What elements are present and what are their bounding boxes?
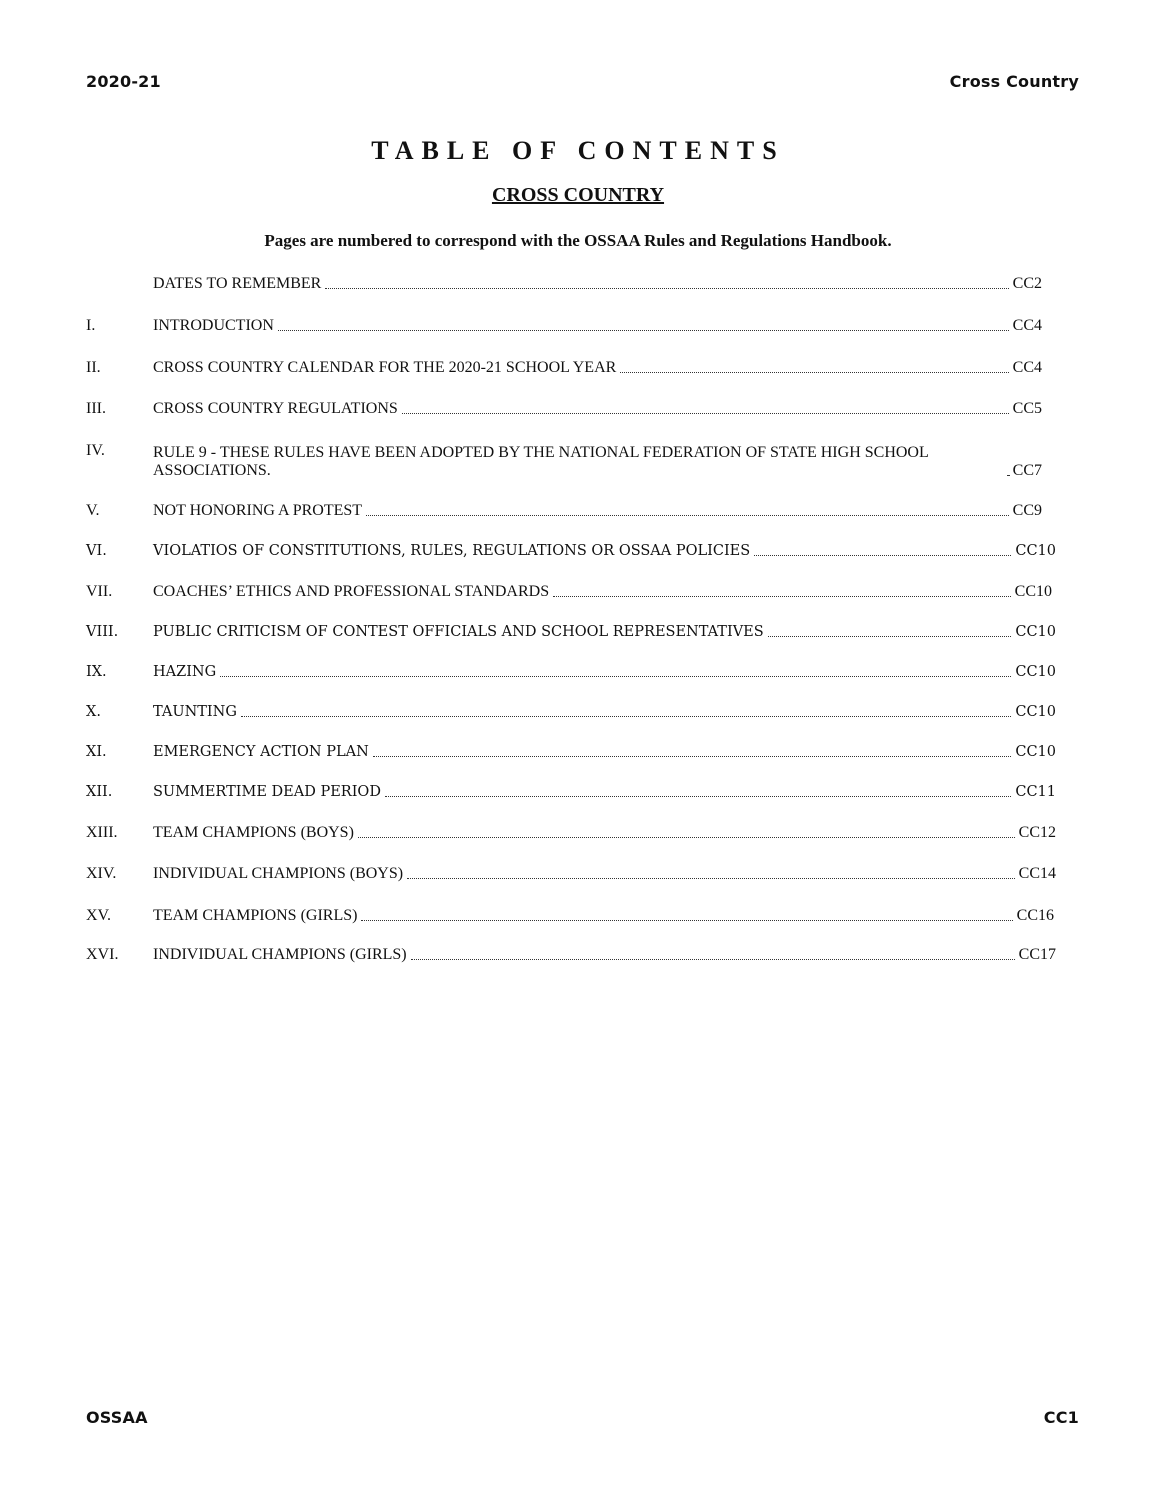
toc-title: VIOLATIOS OF CONSTITUTIONS, RULES, REGULATIONS OR OSSAA POLICIES	[153, 543, 751, 559]
toc-title: INDIVIDUAL CHAMPIONS (BOYS)	[153, 865, 404, 882]
toc-number: XVI.	[86, 946, 119, 963]
toc-leader-dots	[1007, 474, 1009, 476]
toc-title: TEAM CHAMPIONS (GIRLS)	[153, 907, 358, 924]
page-title: TABLE OF CONTENTS	[371, 136, 785, 165]
footer-page-number: CC1	[1043, 1408, 1079, 1427]
toc-leader-dots	[278, 329, 1009, 331]
toc-page: CC7	[1012, 462, 1042, 479]
toc-leader-dots	[402, 412, 1009, 414]
toc-leader-dots	[754, 554, 1011, 556]
toc-page: CC4	[1012, 359, 1042, 376]
toc-number: XII.	[86, 784, 113, 800]
toc-number: IX.	[86, 664, 107, 680]
page-note: Pages are numbered to correspond with the OSSAA Rules and Regulations Handbook.	[264, 231, 892, 250]
toc-page: CC12	[1018, 824, 1056, 841]
toc-page: CC5	[1012, 400, 1042, 417]
toc-number: XV.	[86, 907, 112, 924]
header-year: 2020-21	[86, 72, 161, 91]
toc-leader-dots	[325, 287, 1008, 289]
toc-leader-dots	[620, 371, 1008, 373]
toc-number: VII.	[86, 583, 113, 600]
toc-leader-dots	[411, 958, 1015, 960]
toc-leader-dots	[553, 595, 1011, 597]
toc-number: XI.	[86, 744, 107, 760]
toc-number: X.	[86, 704, 101, 720]
toc-page: CC10	[1015, 624, 1056, 640]
toc-page: CC2	[1012, 275, 1042, 292]
toc-page: CC4	[1012, 317, 1042, 334]
toc-row-rule-9[interactable]	[86, 442, 1056, 480]
toc-number: II.	[86, 359, 101, 376]
toc-title: DATES TO REMEMBER	[153, 275, 322, 292]
toc-title: CROSS COUNTRY REGULATIONS	[153, 400, 398, 417]
toc-title: PUBLIC CRITICISM OF CONTEST OFFICIALS AND SCHOOL REPRESENTATIVES	[153, 624, 764, 640]
toc-number: XIV.	[86, 865, 117, 882]
toc-page: CC9	[1012, 502, 1042, 519]
toc-leader-dots	[385, 795, 1011, 797]
toc-leader-dots	[220, 675, 1011, 677]
toc-number: VIII.	[86, 624, 119, 640]
section-subtitle: CROSS COUNTRY	[491, 184, 665, 206]
toc-title: HAZING	[153, 664, 217, 680]
toc-title: INTRODUCTION	[153, 317, 274, 334]
toc-leader-dots	[407, 877, 1015, 879]
toc-title: SUMMERTIME DEAD PERIOD	[153, 784, 381, 800]
toc-page: CC14	[1018, 865, 1056, 882]
toc-leader-dots	[241, 715, 1011, 717]
toc-page: CC16	[1016, 907, 1054, 924]
toc-page: CC10	[1015, 543, 1056, 559]
toc-page: CC10	[1015, 704, 1056, 720]
toc-title: RULE 9 - THESE RULES HAVE BEEN ADOPTED BY THE NATIONAL FEDERATION OF STATE HIGH SCHOOL ASSOCIATIONS.	[153, 444, 929, 479]
toc-title: EMERGENCY ACTION PLAN	[153, 744, 369, 760]
toc-page: CC11	[1015, 784, 1056, 800]
footer-organization: OSSAA	[86, 1408, 148, 1427]
toc-leader-dots	[366, 514, 1009, 516]
toc-number: I.	[86, 317, 96, 334]
toc-number: III.	[86, 400, 106, 417]
toc-leader-dots	[373, 755, 1012, 757]
toc-title: CROSS COUNTRY CALENDAR FOR THE 2020-21 SCHOOL YEAR	[153, 359, 617, 376]
toc-number: VI.	[86, 543, 107, 559]
toc-leader-dots	[768, 635, 1012, 637]
toc-leader-dots	[358, 836, 1015, 838]
toc-title: INDIVIDUAL CHAMPIONS (GIRLS)	[153, 946, 407, 963]
toc-page: CC10	[1015, 744, 1056, 760]
toc-page: CC17	[1018, 946, 1056, 963]
toc-title: NOT HONORING A PROTEST	[153, 502, 363, 519]
toc-title: TEAM CHAMPIONS (BOYS)	[153, 824, 354, 841]
toc-leader-dots	[361, 919, 1012, 921]
toc-page: CC10	[1015, 664, 1056, 680]
toc-title: TAUNTING	[153, 704, 237, 720]
toc-number: XIII.	[86, 824, 118, 841]
header-sport: Cross Country	[949, 72, 1079, 91]
toc-number: IV.	[86, 442, 105, 459]
toc-number: V.	[86, 502, 100, 519]
toc-page: CC10	[1014, 583, 1052, 600]
toc-title: COACHES’ ETHICS AND PROFESSIONAL STANDARDS	[153, 583, 550, 600]
